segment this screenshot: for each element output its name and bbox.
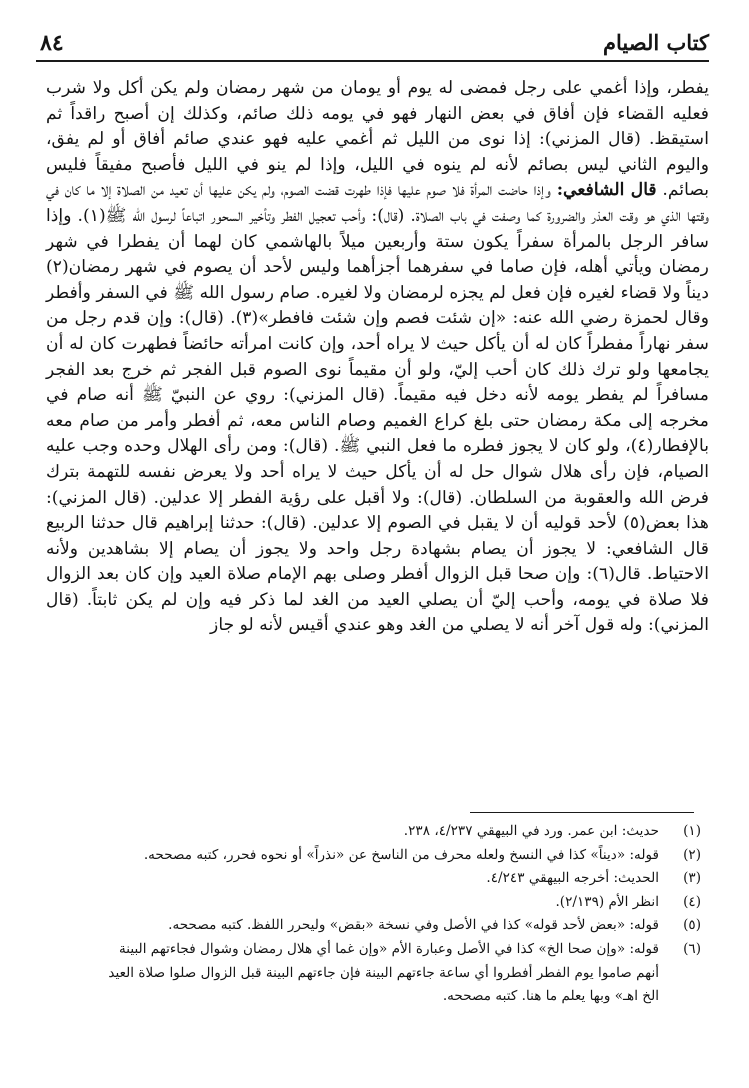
footnote-text: قوله: «وإن صحا الخ» كذا في الأصل وعبارة الأم «وإن غما أي هلال رمضان وشوال فجاءتهم البينة أنهم صاموا يوم الفطر أفطروا أي ساعة جاءتهم البينة فإن جاءتهم البينة قبل الزوال صلوا صلاة العيد الخ اهـ» وبها يعلم ما هنا. كتبه مصححه. <box>108 940 659 1005</box>
footnote-text: حديث: ابن عمر. ورد في البيهقي ٤/٢٣٧، ٢٣٨. <box>403 823 659 839</box>
footnote-text: قوله: «بعض لأحد قوله» كذا في الأصل وفي نسخة «بقض» وليحرر اللفظ. كتبه مصححه. <box>168 917 659 934</box>
footnote-number: (٦) <box>683 940 701 957</box>
footnote-item <box>96 938 701 1009</box>
footnote-item <box>96 891 701 915</box>
footnote-number: (٣) <box>683 870 701 887</box>
footnote-text: قوله: «ديناً» كذا في النسخ ولعله محرف من الناسخ عن «نذراً» أو نحوه فحرر، كتبه مصححه. <box>143 846 659 863</box>
body-paragraph <box>46 76 709 639</box>
footnote-item <box>96 820 701 844</box>
paragraph-text: يفطر، وإذا أغمي على رجل فمضى له يوم أو يومان من شهر رمضان ولم يكن أكل ولا شرب فعليه القضاء فإن أفاق في بعض النهار فهو في يومه ذلك صائم، وكذلك إن أصبح راقداً ثم استيقظ. (قال المزني): إذا نوى من الليل ثم أغمي عليه فهو عندي صائم أفاق أو لم يفق، واليوم الثاني ليس بصائم لأنه لم ينوه في الليل، وإذا لم ينو في الليل فأصبح مفيقاً فليس بصائم. <box>46 78 710 201</box>
page-header <box>36 24 709 62</box>
chapter-title: كتاب الصيام <box>603 30 709 55</box>
shafii-heading: قال الشافعي: <box>556 180 657 201</box>
page-number: ٨٤ <box>40 30 64 56</box>
footnote-item <box>96 914 701 938</box>
footnotes-list <box>96 820 701 1009</box>
footnote-number: (٢) <box>683 846 701 863</box>
footnote-number: (١) <box>683 823 701 839</box>
footnote-number: (٤) <box>683 893 701 910</box>
footnote-text: انظر الأم (٢/١٣٩). <box>555 893 659 910</box>
main-text <box>46 76 709 639</box>
footnote-divider <box>470 812 694 813</box>
footnote-item <box>96 844 701 868</box>
paragraph-text: وإذا حاضت المرأة فلا صوم عليها فإذا طهرت قضت الصوم، ولم يكن عليها أن تعيد من الصلاة إلا ما كان في وقتها الذي هو وقت العذر والضرورة كما وصفت في باب الصلاة. (قال): وأحب تعجيل الفطر وتأخير السحور اتباعاً لرسول الله ﷺ(١). وإذا سافر الرجل بالمرأة سفراً يكون ستة وأربعين ميلاً بالهاشمي كان لهما أن يفطرا في شهر رمضان ويأتي أهله، فإن صاما في سفرهما أجزأهما وليس لأحد أن يصوم في شهر رمضان(٢) ديناً ولا قضاء لغيره فإن فعل لم يجزه لرمضان ولا لغيره. صام رسول الله ﷺ في السفر وأفطر وقال لحمزة رضي الله عنه: «إن شئت فصم وإن شئت فافطر»(٣). (قال): وإن قدم رجل من سفر نهاراً مفطراً كان له أن يأكل حيث لا يراه أحد، وإن كانت امرأته حائضاً فطهرت كان له أن يجامعها ولو ترك ذلك كان أحب إليّ، ولو أن مقيماً نوى الصوم قبل الفجر ثم خرج بعد الفجر مسافراً لم يفطر يومه لأنه دخل فيه مقيماً. (قال المزني): روي عن النبيّ ﷺ أنه صام في مخرجه إلى مكة رمضان حتى بلغ كراع الغميم وصام الناس معه، ثم أفطر وأمر من صام معه بالإفطار(٤)، ولو كان لا يجوز فطره ما فعل النبي ﷺ. (قال): ومن رأى الهلال وحده وجب عليه الصيام، فإن رأى هلال شوال حل له أن يأكل حيث لا يراه أحد ولا يعرض نفسه للتهمة بترك فرض الله والعقوبة من السلطان. (قال): ولا أقبل على رؤية الفطر إلا عدلين. (قال المزني): هذا بعض(٥) لأحد قوليه أن لا يقبل في الصوم إلا عدلين. (قال): حدثنا إبراهيم قال حدثنا الربيع قال الشافعي: لا يجوز أن يصام بشهادة رجل واحد ولا يجوز أن يصام إلا بشاهدين ولأنه الاحتياط. قال(٦): وإن صحا قبل الزوال أفطر وصلى بهم الإمام صلاة العيد وإن كان بعد الزوال فلا صلاة في يومه، وأحب إليّ أن يصلي العيد من الغد لما ذكر فيه وإن لم يكن ثابتاً. (قال المزني): وله قول آخر أنه لا يصلي من الغد وهو عندي أقيس لأنه لو جاز <box>46 180 710 636</box>
footnote-text: الحديث: أخرجه البيهقي ٤/٢٤٣. <box>486 870 659 887</box>
footnote-number: (٥) <box>683 917 701 934</box>
footnote-item <box>96 867 701 891</box>
